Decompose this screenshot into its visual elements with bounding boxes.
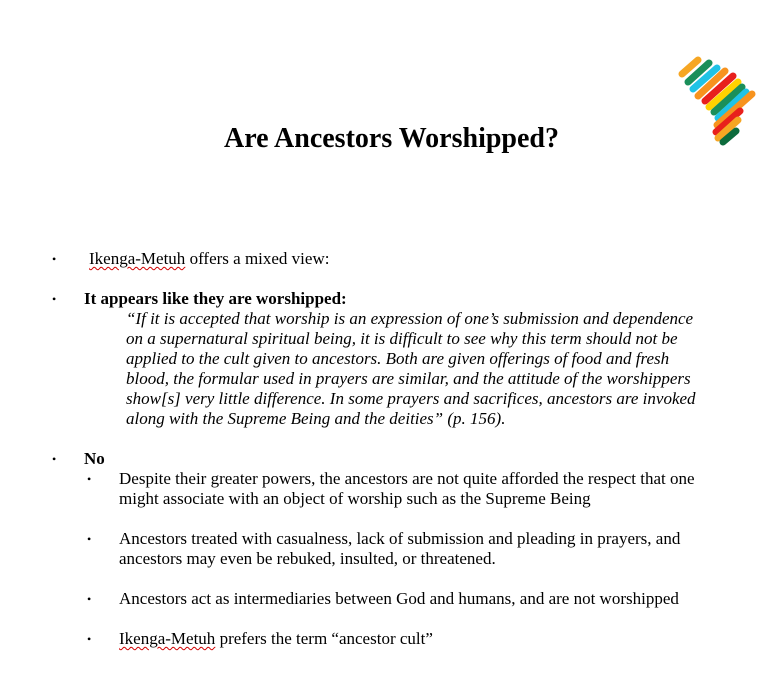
sub-item-line: Despite their greater powers, the ancestors are not quite afforded the respect that one	[119, 469, 695, 488]
author-name: Ikenga-Metuh	[89, 249, 186, 268]
no-heading: No	[84, 449, 105, 468]
mixed-view-item	[89, 249, 329, 269]
quote-line: on a supernatural spiritual being, it is difficult to see why this term should not be	[126, 329, 678, 348]
sub-item-line: Ancestors treated with casualness, lack of submission and pleading in prayers, and	[119, 529, 681, 548]
slide-title: Are Ancestors Worshipped?	[224, 123, 559, 154]
sub-bullet-marker: •	[87, 532, 92, 546]
quote-line: show[s] very little difference. In some prayers and sacrifices, ancestors are invoked	[126, 389, 696, 408]
quote-line: blood, the formular used in prayers are similar, and the attitude of the worshippers	[126, 369, 691, 388]
bullet-marker: •	[52, 452, 57, 466]
mixed-view-text: offers a mixed view:	[185, 249, 330, 268]
quote-line: “If it is accepted that worship is an expression of one’s submission and dependence	[126, 309, 694, 328]
bullet-marker: •	[52, 292, 57, 306]
author-name: Ikenga-Metuh	[119, 629, 216, 648]
sub-item-line: ancestors may even be rebuked, insulted, or threatened.	[119, 549, 496, 568]
ancestor-cult-item	[119, 629, 433, 649]
worshipped-heading: It appears like they are worshipped:	[84, 289, 347, 308]
sub-bullet-marker: •	[87, 472, 92, 486]
quote-line: applied to the cult given to ancestors. Both are given offerings of food and fresh	[126, 349, 670, 368]
sub-bullet-marker: •	[87, 632, 92, 646]
sub-bullet-marker: •	[87, 592, 92, 606]
sub-item-line: might associate with an object of worship such as the Supreme Being	[119, 489, 591, 508]
bullet-marker: •	[52, 252, 57, 266]
quote-line: along with the Supreme Being and the deities” (p. 156).	[126, 409, 506, 428]
sub-item-line: Ancestors act as intermediaries between God and humans, and are not worshipped	[119, 589, 679, 608]
ancestor-cult-text: prefers the term “ancestor cult”	[215, 629, 433, 648]
